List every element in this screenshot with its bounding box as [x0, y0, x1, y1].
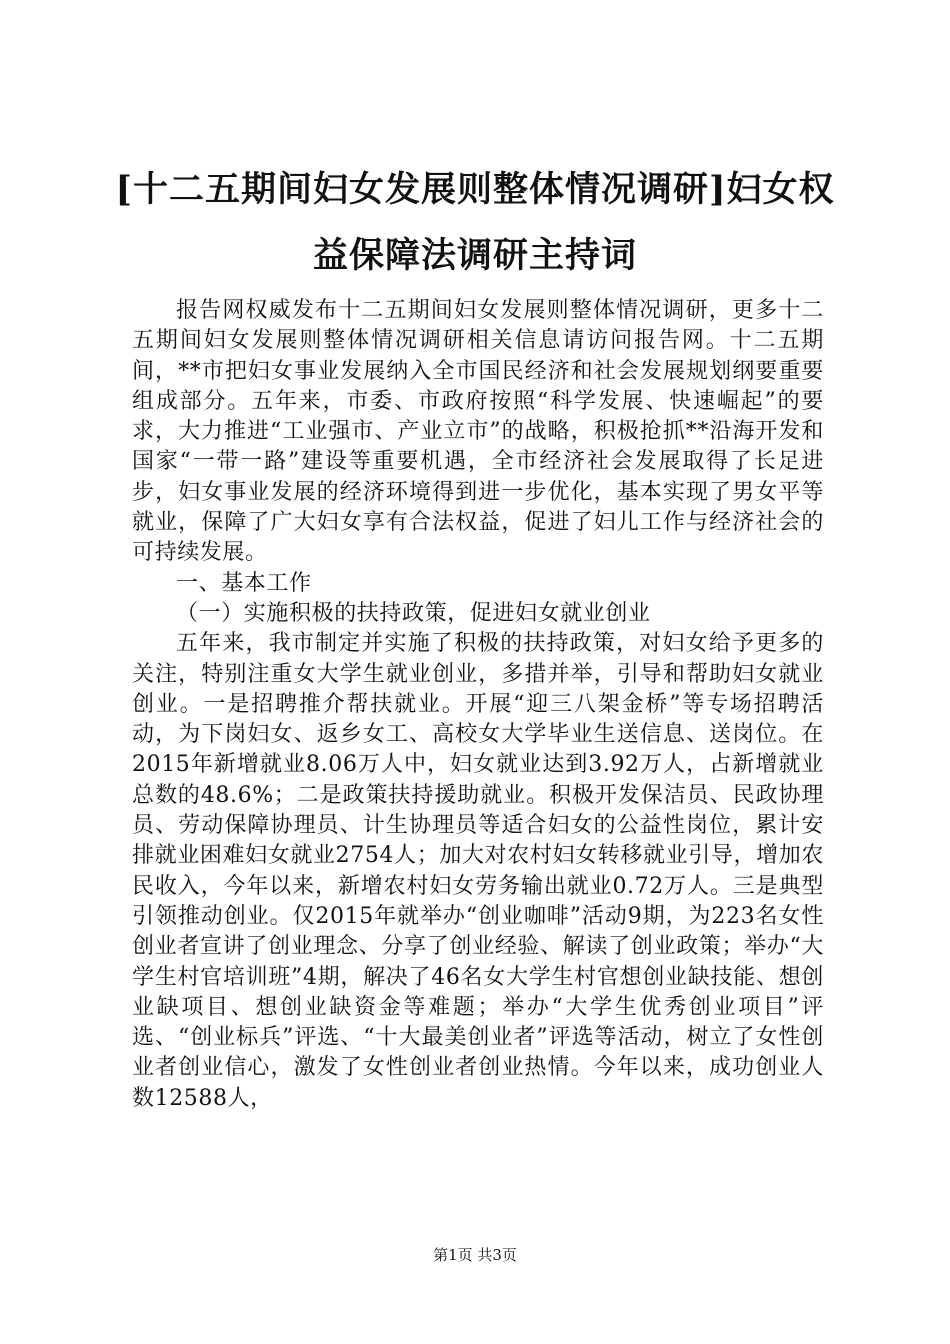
intro-paragraph: 报告网权威发布十二五期间妇女发展则整体情况调研，更多十二五期间妇女发展则整体情况调研相关信息请访问报告网。十二五期间，**市把妇女事业发展纳入全市国民经济和社会发展规划纲要重要组成部分。五年来，市委、市政府按照“科学发展、快速崛起”的要求，大力推进“工业强市、产业立市”的战略，积极抢抓**沿海开发和国家“一带一路”建设等重要机遇，全市经济社会发展取得了长足进步，妇女事业发展的经济环境得到进一步优化，基本实现了男女平等就业，保障了广大妇女享有合法权益，促进了妇儿工作与经济社会的可持续发展。: [132, 298, 824, 566]
body-paragraph: 五年来，我市制定并实施了积极的扶持政策，对妇女给予更多的关注，特别注重女大学生就业创业，多措并举，引导和帮助妇女就业创业。一是招聘推介帮扶就业。开展“迎三八架金桥”等专场招聘活动，为下岗妇女、返乡女工、高校女大学毕业生送信息、送岗位。在2015年新增就业8.06万人中，妇女就业达到3.92万人，占新增就业总数的48.6%；二是政策扶持援助就业。积极开发保洁员、民政协理员、劳动保障协理员、计生协理员等适合妇女的公益性岗位，累计安排就业困难妇女就业2754人；加大对农村妇女转移就业引导，增加农民收入，今年以来，新增农村妇女劳务输出就业0.72万人。三是典型引领推动创业。仅2015年就举办“创业咖啡”活动9期，为223名女性创业者宣讲了创业理念、分享了创业经验、解读了创业政策；举办“大学生村官培训班”4期，解决了46名女大学生村官想创业缺技能、想创业缺项目、想创业缺资金等难题；举办“大学生优秀创业项目”评选、“创业标兵”评选、“十大最美创业者”评选等活动，树立了女性创业者创业信心，激发了女性创业者创业热情。今年以来，成功创业人数12588人，: [132, 631, 824, 1111]
page-footer: 第1页 共3页: [433, 1246, 517, 1264]
document-body: [132, 296, 824, 1114]
subsection-heading: （一）实施积极的扶持政策，促进妇女就业创业: [176, 600, 651, 626]
section-heading: 一、基本工作: [176, 570, 312, 596]
document-title: [十二五期间妇女发展则整体情况调研]妇女权益保障法调研主持词: [115, 169, 835, 276]
